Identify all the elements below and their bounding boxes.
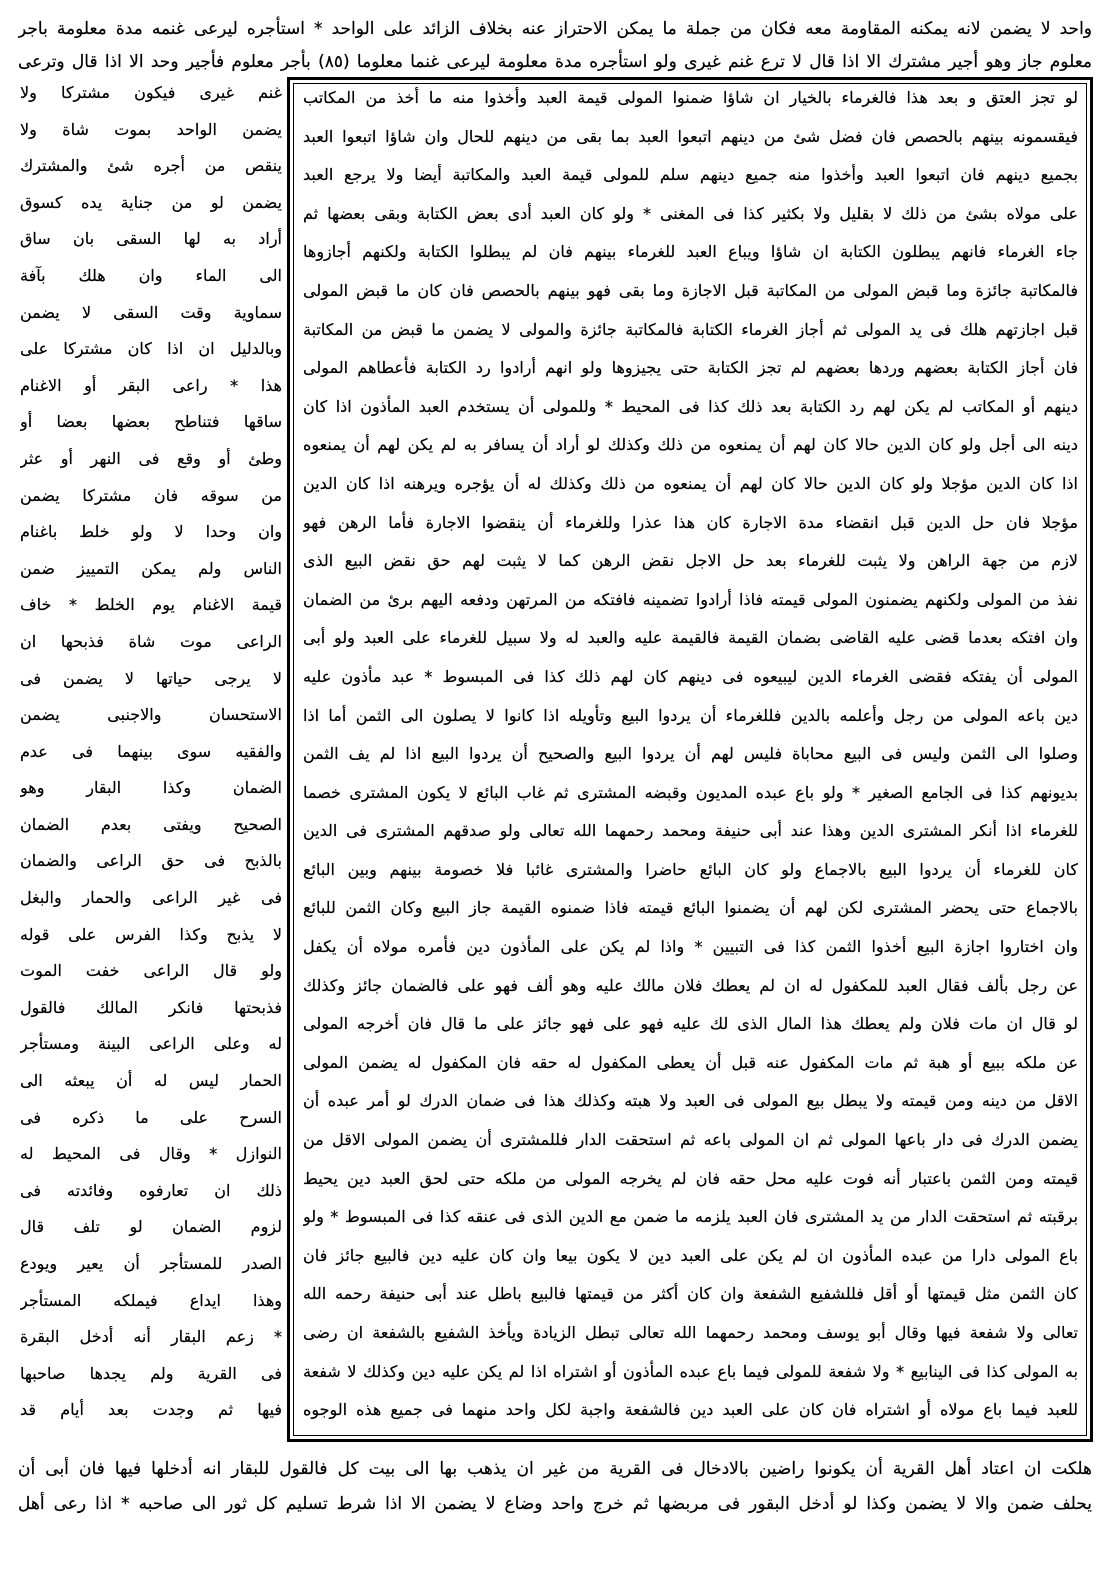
main-text-line: بديونهم كذا فى الجامع الصغير * ولو باع عبده المديون وقبضه المشترى ثم غاب البائع لا يكون المشترى خصما xyxy=(303,782,1078,802)
main-text-line: اذا كان الدين مؤجلا ولو كان الدين حالا كان لهم أن يمنعوه من ذلك وكذلك له أن يؤجره ويرهنه اذا كان الدين xyxy=(303,473,1078,493)
main-text-line: وان اختاروا اجازة البيع أخذوا الثمن كذا فى التبيين * واذا لم يكن على المأذون دين فأمره مولاه أن يكفل xyxy=(303,937,1078,957)
margin-text-line: الناس ولم يمكن التمييز ضمن xyxy=(20,558,282,578)
margin-text-line: الاستحسان والاجنبى يضمن xyxy=(20,705,282,725)
main-text-line: برقبته ثم استحقت الدار من يد المشترى فان العبد يلزمه ما ضمن مع الدين الذى فى عنقه كذا فى المبسوط * ولو xyxy=(303,1207,1078,1227)
margin-text-line: لا يذبح وكذا الفرس على قوله xyxy=(20,924,282,944)
main-text-line: كان الثمن مثل قيمتها أو أقل فللشفيع الشفعة وان كان أكثر من قيمتها فالبيع باطل عند أبى حنيفة رحمه الله xyxy=(303,1284,1078,1304)
margin-text-line: فيها ثم وجدت بعد أيام قد xyxy=(20,1400,282,1420)
page-footer-text xyxy=(18,1452,1092,1522)
main-text-line: مؤجلا فان حل الدين قبل انقضاء مدة الاجارة كان هذا عذرا وللغرماء أن ينقضوا الاجارة فأما الرهن فهو xyxy=(303,512,1078,532)
main-text-line: به المولى كذا فى الينابيع * ولا شفعة للمولى فيما باع عبده المأذون أو اشتراه اذا لم يكن عليه دين وكذلك لا شفعة xyxy=(303,1361,1078,1381)
main-text-line: يضمن الدرك فى دار باعها المولى ثم ان المولى باعه ثم استحقت الدار فللمشترى أن يضمن المولى الاقل من xyxy=(303,1130,1078,1150)
margin-text-line: والفقيه سوى بينهما فى عدم xyxy=(20,741,282,761)
main-text-line: دين باعه المولى من رجل وأعلمه بالدين فللغرماء أن يردوا البيع وتأويله اذا كانوا لا يصلون الى الثمن أما اذا xyxy=(303,705,1078,725)
main-text-line: عن رجل بألف فقال العبد للمكفول له ان لم يعطك فلان مالك عليه وهو ألف فهو على فالضمان جائز وكذلك xyxy=(303,975,1078,995)
margin-text-line: يضمن الواحد بموت شاة ولا xyxy=(20,119,282,139)
main-text-line: لو تجز العتق و بعد هذا فالغرماء بالخيار ان شاؤا ضمنوا المولى قيمة العبد وأخذوا منه ما أخذ من المكاتب xyxy=(303,88,1078,107)
margin-text-line: غنم غيرى فيكون مشتركا ولا xyxy=(20,83,282,102)
main-text-line: فالمكاتبة جائزة وما قبض المولى من المكاتبة قبل الاجازة وما بقى فهو بينهم بالحصص فان كان ما قبض المولى xyxy=(303,280,1078,300)
main-text-line: وصلوا الى الثمن وليس فى البيع محاباة فليس لهم أن يردوا البيع والصحيح أن يردوا البيع اذا لم يف الثمن xyxy=(303,744,1078,764)
main-text-line: عن ملكه ببيع أو هبة ثم مات المكفول عنه قبل أن يعطى المكفول له حقه فان المكفول له يضمن المولى xyxy=(303,1052,1078,1072)
margin-text-line: أراد به لها السقى بان ساق xyxy=(20,229,282,249)
main-text-line: قبل اجازتهم هلك فى يد المولى ثم أجاز الغرماء الكتابة فالمكاتبة جائزة والمولى لا يضمن ما قبض من المكاتبة xyxy=(303,319,1078,339)
margin-text-line: فى غير الراعى والحمار والبغل xyxy=(20,888,282,908)
margin-text-line: وان وحدا لا ولو خلط باغنام xyxy=(20,522,282,542)
main-text-line: وان افتكه بعدما قضى عليه القاضى بضمان القيمة فالقيمة عليه والعبد له ولا سبيل للغرماء على العبد ولو أبى xyxy=(303,628,1078,648)
main-text-line: للغرماء اذا أنكر المشترى الدين وهذا عند أبى حنيفة ومحمد رحمهما الله تعالى ولو صدقهم المشترى فى الدين xyxy=(303,821,1078,841)
main-text-line: لو قال ان مات فلان ولم يعطك هذا المال الذى لك عليه فهو على فهو جائز على ما قال فان أخرجه المولى xyxy=(303,1014,1078,1034)
footer-text-line: يحلف ضمن والا لا يضمن وكذا لو أدخل البقور فى مربضها ثم خرج واحد وضاع لا يضمن الا اذا شرط تسليم كل ثور الى صاحبه * اذا رعى أهل xyxy=(18,1494,1092,1514)
margin-text-line: سماوية وقت السقى لا يضمن xyxy=(20,302,282,322)
margin-text-line: الحمار ليس له أن يبعثه الى xyxy=(20,1071,282,1091)
main-text-line: المولى أن يفتكه فقضى الغرماء الدين ليبيعوه فى دينهم كان لهم ذلك كذا فى المبسوط * عبد مأذون عليه xyxy=(303,666,1078,686)
margin-text-line: فذبحتها فانكر المالك فالقول xyxy=(20,997,282,1017)
margin-commentary-column xyxy=(20,75,282,1429)
main-text-line: على مولاه بشئ من ذلك لا بقليل ولا بكثير كذا فى المغنى * ولو كان العبد أدى بعض الكتابة وبقى بعضها ثم xyxy=(303,203,1078,223)
main-text-line: دينه الى أجل ولو كان الدين حالا كان لهم أن يمنعوه من ذلك وكذلك لو أراد أن يسافر به لم يكن لهم أن يمنعوه xyxy=(303,435,1078,455)
header-text-segment: معلوم جاز وهو أجير مشترك الا اذا قال لا ترع غنم غيرى ولو استأجره مدة معلومة ليرعى غنما معلوما xyxy=(356,52,1092,72)
margin-text-line: وهذا ايداع فيملكه المستأجر xyxy=(20,1290,282,1310)
margin-text-line: ولو قال الراعى خفت الموت xyxy=(20,961,282,981)
header-text-segment: بأجر معلوم فأجير وحد الا اذا قال وترعى xyxy=(18,52,311,72)
main-text-line: دينهم أو المكاتب لم يكن لهم رد الكتابة بعد ذلك كذا فى المحيط * وللمولى أن يستخدم العبد المأذون اذا كان xyxy=(303,396,1078,416)
margin-text-line: فى القرية ولم يجدها صاحبها xyxy=(20,1363,282,1383)
margin-text-line: لزوم الضمان لو تلف قال xyxy=(20,1217,282,1237)
margin-text-line: الراعى موت شاة فذبحها ان xyxy=(20,631,282,651)
main-text-line: بجميع دينهم فان اتبعوا العبد وأخذوا منه جميع دينهم سلم للمولى قيمة العبد والمكاتبة أيضا ولا يرجع العبد xyxy=(303,165,1078,185)
margin-text-line: وطئ أو وقع فى النهر أو عثر xyxy=(20,448,282,468)
main-text-line: فان أجاز الكتابة بعضهم وردها بعضهم لم تجز الكتابة حتى يجيزوها ولو انهم أرادوا رد الكتابة فأعطاهم المولى xyxy=(303,358,1078,378)
margin-text-line: وبالدليل ان اذا كان مشتركا على xyxy=(20,339,282,359)
margin-text-line: ينقص من أجره شئ والمشترك xyxy=(20,156,282,176)
margin-text-line: من سوقه فان مشتركا يضمن xyxy=(20,485,282,505)
main-text-line: كان للغرماء أن يردوا البيع بالاجماع ولو كان البائع حاضرا والمشترى غائبا فلا خصومة بينهم وبين البائع xyxy=(303,859,1078,879)
margin-text-line: ذلك ان تعارفوه وفائدته فى xyxy=(20,1180,282,1200)
main-text-line: تعالى ولا شفعة فيها وقال أبو يوسف ومحمد رحمهما الله تعالى تبطل الزيادة ويأخذ الشفيع بالشفعة ان رضى xyxy=(303,1323,1078,1342)
margin-text-line: قيمة الاغنام يوم الخلط * خاف xyxy=(20,595,282,615)
main-text-line: الاقل من دينه ومن قيمته ولا يبطل بيع المولى فى العبد ولا هبته وكذلك هذا فى ضمان الدرك لو أمر عبده أن xyxy=(303,1091,1078,1111)
main-text-line: باع المولى دارا من عبده المأذون ان لم يكن على العبد دين لا يكون بيعا وان كان عليه دين فالبيع جائز فان xyxy=(303,1245,1078,1265)
main-text-line: بالاجماع حتى يحضر المشترى لكن لهم أن يضمنوا البائع قيمته فاذا ضمنوه القيمة جاز البيع وكان الثمن للبائع xyxy=(303,898,1078,918)
main-text-line: للعبد فيما باع مولاه أو اشتراه فان كان على العبد دين فالشفعة واجبة لكل واحد منهما فى جميع هذه الوجوه xyxy=(303,1400,1078,1420)
margin-text-line: يضمن لو من جناية يده كسوق xyxy=(20,192,282,212)
margin-text-line: هذا * راعى البقر أو الاغنام xyxy=(20,375,282,395)
main-text-column xyxy=(303,79,1078,1430)
margin-text-line: السرح على ما ذكره فى xyxy=(20,1107,282,1127)
main-text-line: لازم من جهة الراهن ولا يثبت للغرماء بعد حل الاجل نقض الرهن كما لا يثبت لهم حق نقض البيع الذى xyxy=(303,551,1078,571)
margin-text-line: الصحيح ويفتى بعدم الضمان xyxy=(20,814,282,834)
header-text-line: واحد لا يضمن لانه يمكنه المقاومة معه فكان من جملة ما يمكن الاحتراز عنه بخلاف الزائد على الواحد * استأجره ليرعى غنمه مدة معلومة باجر xyxy=(18,19,1092,39)
page-header-text xyxy=(18,13,1092,79)
margin-text-line: لا يرجى حياتها لا يضمن فى xyxy=(20,668,282,688)
margin-text-line: الصدر للمستأجر أن يعير ويودع xyxy=(20,1254,282,1273)
main-text-line: فيقسمونه بينهم بالحصص فان فضل شئ من دينهم اتبعوا العبد بما بقى من دينهم للحال وان شاؤا اتبعوا العبد xyxy=(303,126,1078,146)
margin-text-line: النوازل * وقال فى المحيط له xyxy=(20,1144,282,1164)
main-text-line: نفذ من المولى ولكنهم يضمنون المولى قيمته فاذا أرادوا تضمينه فافتكه من المرتهن ودفعه اليهم برئ من الضمان xyxy=(303,589,1078,609)
footer-text-line: هلكت ان اعتاد أهل القرية أن يكونوا راضين بالادخال فى القرية من غير ان يذهب بها الى بيت كل فالقول للبقار انه أدخلها فيها فان أبى أن xyxy=(18,1459,1092,1479)
margin-text-line: بالذبح فى حق الراعى والضمان xyxy=(20,851,282,871)
margin-text-line: * زعم البقار أنه أدخل البقرة xyxy=(20,1327,282,1347)
margin-text-line: له وعلى الراعى البينة ومستأجر xyxy=(20,1034,282,1054)
margin-text-line: الضمان وكذا البقار وهو xyxy=(20,778,282,798)
margin-text-line: ساقها فتناطح بعضها بعضا أو xyxy=(20,412,282,432)
margin-text-line: الى الماء وان هلك بآفة xyxy=(20,265,282,285)
page-number: (٨٥) xyxy=(318,52,350,72)
main-text-line: قيمته ومن الثمن باعتبار أنه فوت عليه محل حقه فان لم يخرجه المولى من ملكه حتى لحق العبد دين يحيط xyxy=(303,1168,1078,1188)
main-text-line: جاء الغرماء فانهم يبطلون الكتابة ان شاؤا ويباع العبد للغرماء بينهم فان لم يبطلوا الكتابة ولكنهم أجازوها xyxy=(303,242,1078,262)
